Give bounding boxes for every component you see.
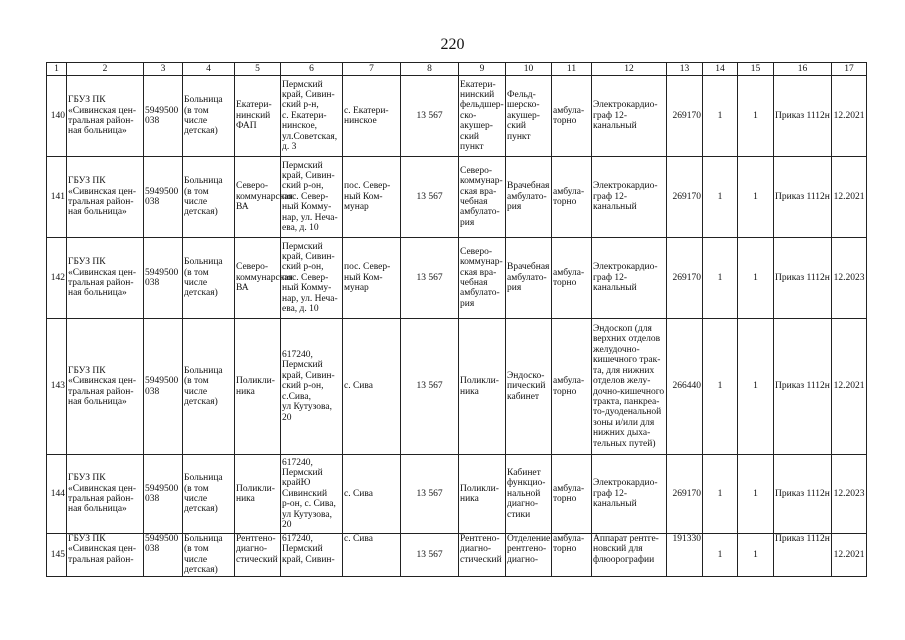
column-header: 16 [774,63,832,76]
okato-cell: 13 567 [401,76,459,157]
column-header: 2 [67,63,144,76]
equipment-cell: Аппарат рентге- новский для флюорографии [592,534,667,577]
facility-type-cell: Больница (в том числе детская) [183,157,235,238]
address-cell: Пермский край, Сивин- ский р-н, с. Екатери- нинское, ул.Советская, д. 3 [281,76,343,157]
nkmi-code-cell: 269170 [667,455,703,534]
column-header: 12 [592,63,667,76]
row-number: 141 [47,157,67,238]
column-header: 8 [401,63,459,76]
care-mode-cell: амбула- торно [552,157,592,238]
column-header: 7 [343,63,401,76]
unit-cell: Северо- коммунарская ВА [235,238,281,319]
code-cell: 5949500 038 [144,238,183,319]
date-cell: 12.2021 [832,534,867,577]
order-cell: Приказ 1112н [774,238,832,319]
equipment-table [46,62,867,577]
code-cell: 5949500 038 [144,455,183,534]
locality-cell: с. Сива [343,534,401,577]
column-header: 6 [281,63,343,76]
table-row [47,238,867,319]
page-number: 220 [440,36,465,53]
equipment-cell: Эндоскоп (для верхних отделов желудочно- кишечного трак- та, для нижних отделов желу- дочно-кишечного тракта, панкреа- то-дуоденальной зоны и/или для нижних дыха- тельных путей) [592,319,667,455]
address-cell: 617240, Пермский край, Сивин- [281,534,343,577]
subunit-cell: Северо- коммунар- ская вра- чебная амбулато- рия [459,157,506,238]
column-header: 1 [47,63,67,76]
column-header: 17 [832,63,867,76]
quantity-cell: 1 [703,157,738,238]
locality-cell: с. Сива [343,319,401,455]
row-number: 140 [47,76,67,157]
code-cell: 5949500 038 [144,319,183,455]
facility-type-cell: Больница (в том числе детская) [183,319,235,455]
order-cell: Приказ 1112н [774,157,832,238]
date-cell: 12.2023 [832,455,867,534]
room-cell: Фельд- шерско- акушер- ский пункт [506,76,552,157]
nkmi-code-cell: 266440 [667,319,703,455]
room-cell: Врачебная амбулато- рия [506,157,552,238]
unit-cell: Поликли- ника [235,455,281,534]
nkmi-code-cell: 191330 [667,534,703,577]
organization-cell: ГБУЗ ПК «Сивинская цен- тральная район- ная больница» [67,319,144,455]
table-row [47,534,867,577]
quantity-cell: 1 [703,76,738,157]
room-cell: Кабинет функцио- нальной диагно- стики [506,455,552,534]
unit-cell: Рентгено- диагно- стический [235,534,281,577]
organization-cell: ГБУЗ ПК «Сивинская цен- тральная район- ная больница» [67,455,144,534]
room-cell: Отделение рентгено- диагно- [506,534,552,577]
address-cell: Пермский край, Сивин- ский р-он, пос. Север- ный Комму- нар, ул. Неча- ева, д. 10 [281,238,343,319]
okato-cell: 13 567 [401,238,459,319]
unit-cell: Екатери- нинский ФАП [235,76,281,157]
care-mode-cell: амбула- торно [552,455,592,534]
code-cell: 5949500 038 [144,534,183,577]
quantity-cell: 1 [738,157,774,238]
column-header: 3 [144,63,183,76]
quantity-cell: 1 [738,238,774,319]
subunit-cell: Поликли- ника [459,455,506,534]
equipment-cell: Электрокардио- граф 12- канальный [592,76,667,157]
okato-cell: 13 567 [401,157,459,238]
column-header: 11 [552,63,592,76]
organization-cell: ГБУЗ ПК «Сивинская цен- тральная район- ная больница» [67,238,144,319]
care-mode-cell: амбула- торно [552,319,592,455]
order-cell: Приказ 1112н [774,319,832,455]
date-cell: 12.2021 [832,76,867,157]
column-header: 13 [667,63,703,76]
room-cell: Эндоско- пический кабинет [506,319,552,455]
okato-cell: 13 567 [401,455,459,534]
order-cell: Приказ 1112н [774,76,832,157]
care-mode-cell: амбула- торно [552,76,592,157]
table-row [47,319,867,455]
nkmi-code-cell: 269170 [667,157,703,238]
unit-cell: Поликли- ника [235,319,281,455]
address-cell: 617240, Пермский крайЮ Сивинский р-он, с. Сива, ул Кутузова, 20 [281,455,343,534]
row-number: 142 [47,238,67,319]
order-cell: Приказ 1112н [774,534,832,577]
code-cell: 5949500 038 [144,76,183,157]
equipment-cell: Электрокардио- граф 12- канальный [592,157,667,238]
row-number: 143 [47,319,67,455]
column-header: 4 [183,63,235,76]
table-row [47,76,867,157]
quantity-cell: 1 [703,238,738,319]
quantity-cell: 1 [703,534,738,577]
address-cell: 617240, Пермский край, Сивин- ский р-он, с.Сива, ул Кутузова, 20 [281,319,343,455]
facility-type-cell: Больница (в том числе детская) [183,534,235,577]
quantity-cell: 1 [738,319,774,455]
column-header: 9 [459,63,506,76]
okato-cell: 13 567 [401,319,459,455]
quantity-cell: 1 [703,455,738,534]
locality-cell: с. Екатери- нинское [343,76,401,157]
locality-cell: с. Сива [343,455,401,534]
okato-cell: 13 567 [401,534,459,577]
care-mode-cell: амбула- торно [552,534,592,577]
facility-type-cell: Больница (в том числе детская) [183,455,235,534]
unit-cell: Северо- коммунарская ВА [235,157,281,238]
address-cell: Пермский край, Сивин- ский р-он, пос. Север- ный Комму- нар, ул. Неча- ева, д. 10 [281,157,343,238]
nkmi-code-cell: 269170 [667,76,703,157]
organization-cell: ГБУЗ ПК «Сивинская цен- тральная район- ная больница» [67,157,144,238]
organization-cell: ГБУЗ ПК «Сивинская цен- тральная район- ная больница» [67,76,144,157]
row-number: 144 [47,455,67,534]
order-cell: Приказ 1112н [774,455,832,534]
quantity-cell: 1 [738,534,774,577]
table-row [47,157,867,238]
room-cell: Врачебная амбулато- рия [506,238,552,319]
date-cell: 12.2021 [832,157,867,238]
header-row [47,63,867,76]
column-header: 5 [235,63,281,76]
subunit-cell: Рентгено- диагно- стический [459,534,506,577]
subunit-cell: Екатери- нинский фельдшер- ско- акушер- ский пункт [459,76,506,157]
column-header: 15 [738,63,774,76]
row-number: 145 [47,534,67,577]
equipment-cell: Электрокардио- граф 12- канальный [592,455,667,534]
organization-cell: ГБУЗ ПК «Сивинская цен- тральная район- [67,534,144,577]
quantity-cell: 1 [738,76,774,157]
facility-type-cell: Больница (в том числе детская) [183,76,235,157]
quantity-cell: 1 [738,455,774,534]
subunit-cell: Северо- коммунар- ская вра- чебная амбулато- рия [459,238,506,319]
nkmi-code-cell: 269170 [667,238,703,319]
column-header: 14 [703,63,738,76]
care-mode-cell: амбула- торно [552,238,592,319]
locality-cell: пос. Север- ный Ком- мунар [343,238,401,319]
facility-type-cell: Больница (в том числе детская) [183,238,235,319]
locality-cell: пос. Север- ный Ком- мунар [343,157,401,238]
code-cell: 5949500 038 [144,157,183,238]
equipment-cell: Электрокардио- граф 12- канальный [592,238,667,319]
column-header: 10 [506,63,552,76]
subunit-cell: Поликли- ника [459,319,506,455]
quantity-cell: 1 [703,319,738,455]
date-cell: 12.2023 [832,238,867,319]
date-cell: 12.2021 [832,319,867,455]
table-row [47,455,867,534]
